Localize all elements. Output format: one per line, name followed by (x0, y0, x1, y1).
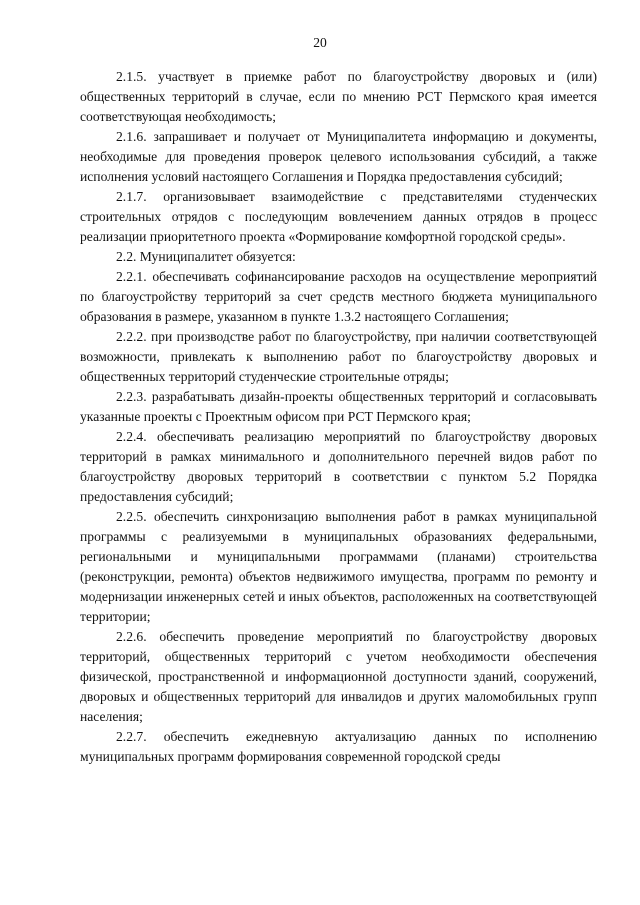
paragraph-2-2-2: 2.2.2. при производстве работ по благоустройству, при наличии соответствующей возможности, привлекать к выполнению работ по благоустройству дворовых и общественных территорий студенческие строительные отряды; (80, 329, 597, 384)
document-body (80, 67, 597, 767)
paragraph-2-2-6: 2.2.6. обеспечить проведение мероприятий по благоустройству дворовых территорий, общественных территорий с учетом необходимости обеспечения физической, пространственной и информационной доступности зданий, сооружений, дворовых и общественных территорий для инвалидов и других маломобильных групп населения; (80, 629, 597, 724)
paragraph-2-1-6: 2.1.6. запрашивает и получает от Муниципалитета информацию и документы, необходимые для проведения проверок целевого использования субсидий, а также исполнения условий настоящего Соглашения и Порядка предоставления субсидий; (80, 129, 597, 184)
paragraph-2-2-5: 2.2.5. обеспечить синхронизацию выполнения работ в рамках муниципальной программы с реализуемыми в муниципальных образованиях федеральными, региональными и муниципальными программами (планами) строительства (реконструкции, ремонта) объектов недвижимого имущества, программ по ремонту и модернизации инженерных сетей и иных объектов, расположенных на соответствующей территории; (80, 509, 597, 624)
page-number: 20 (313, 35, 327, 50)
paragraph-2-2-3: 2.2.3. разрабатывать дизайн-проекты общественных территорий и согласовывать указанные проекты с Проектным офисом при РСТ Пермского края; (80, 389, 597, 424)
paragraph-2-2-4: 2.2.4. обеспечивать реализацию мероприятий по благоустройству дворовых территорий в рамках минимального и дополнительного перечней видов работ по благоустройству дворовых территорий в соответствии с пунктом 5.2 Порядка предоставления субсидий; (80, 429, 597, 504)
paragraph-2-1-5: 2.1.5. участвует в приемке работ по благоустройству дворовых и (или) общественных территорий в случае, если по мнению РСТ Пермского края имеется соответствующая необходимость; (80, 69, 597, 124)
paragraph-2-2: 2.2. Муниципалитет обязуется: (116, 249, 296, 264)
paragraph-2-2-7: 2.2.7. обеспечить ежедневную актуализацию данных по исполнению муниципальных программ формирования современной городской среды (80, 729, 597, 764)
paragraph-2-2-1: 2.2.1. обеспечивать софинансирование расходов на осуществление мероприятий по благоустройству территорий за счет средств местного бюджета муниципального образования в размере, указанном в пункте 1.3.2 настоящего Соглашения; (80, 269, 597, 324)
paragraph-2-1-7: 2.1.7. организовывает взаимодействие с представителями студенческих строительных отрядов с последующим вовлечением данных отрядов в процесс реализации приоритетного проекта «Формирование комфортной городской среды». (80, 189, 597, 244)
